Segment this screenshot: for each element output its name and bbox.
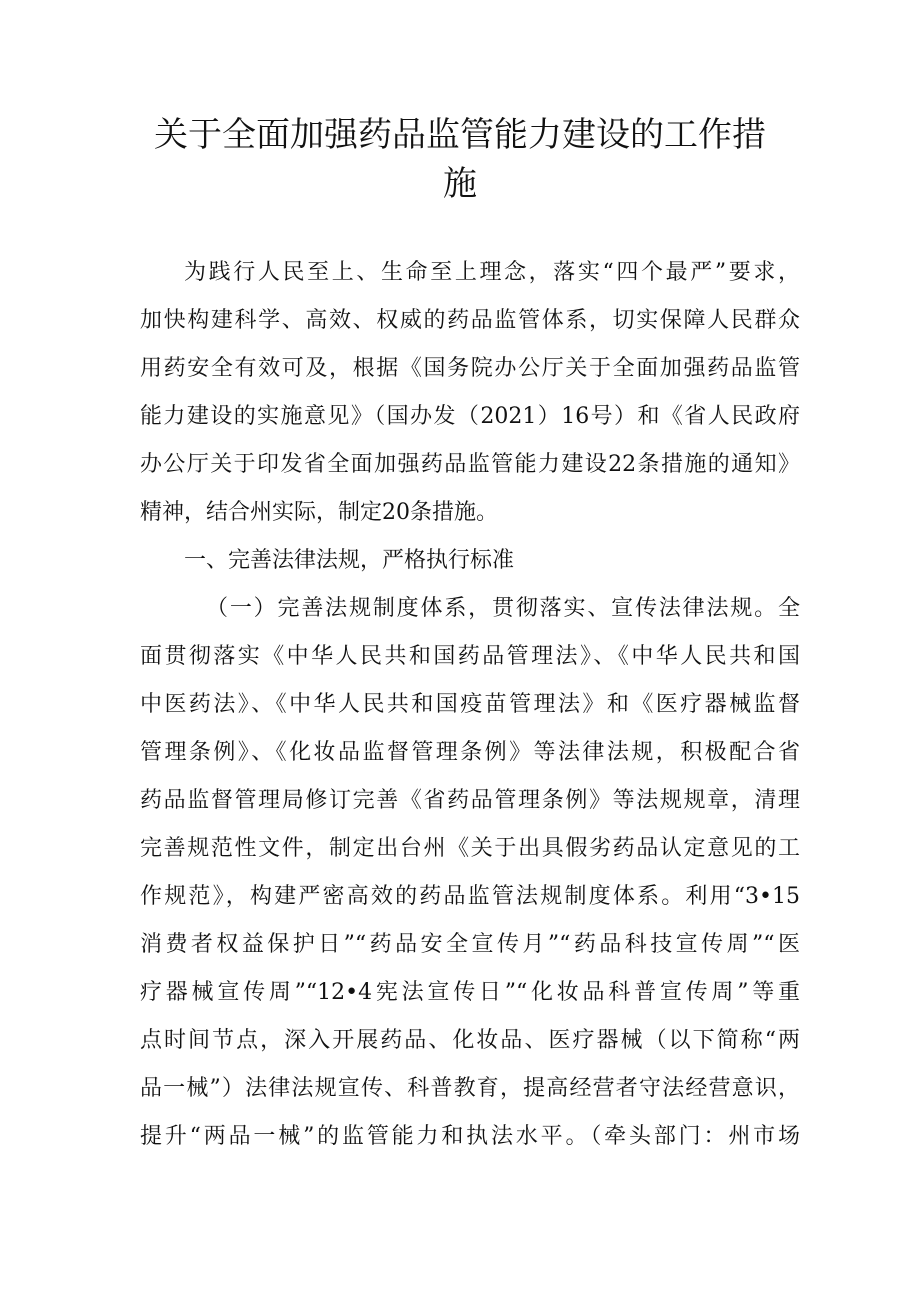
body-line: 管理条例》、《化妆品监督管理条例》等法律法规，积极配合省 xyxy=(140,740,800,765)
body-line: 品一械”）法律法规宣传、科普教育，提高经营者守法经营意识， xyxy=(140,1076,800,1101)
document-title-line-1: 关于全面加强药品监管能力建设的工作措 xyxy=(154,115,766,155)
body-line: 精神，结合州实际，制定20条措施。 xyxy=(140,500,498,525)
body-line: 点时间节点，深入开展药品、化妆品、医疗器械（以下简称“两 xyxy=(140,1028,800,1053)
body-line: 消费者权益保护日”“药品安全宣传月”“药品科技宣传周”“医 xyxy=(140,932,800,957)
body-line: 完善规范性文件，制定出台州《关于出具假劣药品认定意见的工 xyxy=(140,836,800,861)
document-title-line-2: 施 xyxy=(443,164,477,204)
body-line: 能力建设的实施意见》（国办发（2021）16号）和《省人民政府 xyxy=(140,404,800,429)
body-line: 面贯彻落实《中华人民共和国药品管理法》、《中华人民共和国 xyxy=(140,644,800,669)
body-line: 加快构建科学、高效、权威的药品监管体系，切实保障人民群众 xyxy=(140,308,800,333)
body-line: 办公厅关于印发省全面加强药品监管能力建设22条措施的通知》 xyxy=(140,452,800,477)
body-line: 疗器械宣传周”“12•4宪法宣传日”“化妆品科普宣传周”等重 xyxy=(140,980,800,1005)
body-line: 为践行人民至上、生命至上理念，落实“四个最严”要求， xyxy=(184,260,800,285)
subsection-heading-line: （一）完善法规制度体系，贯彻落实、宣传法律法规。全 xyxy=(206,596,800,621)
body-line: 提升“两品一械”的监管能力和执法水平。（牵头部门：州市场 xyxy=(140,1124,800,1149)
body-line: 作规范》，构建严密高效的药品监管法规制度体系。利用“3•15 xyxy=(140,884,800,909)
section-heading: 一、完善法律法规，严格执行标准 xyxy=(184,548,515,573)
body-line: 用药安全有效可及，根据《国务院办公厅关于全面加强药品监管 xyxy=(140,356,800,381)
body-line: 药品监督管理局修订完善《省药品管理条例》等法规规章，清理 xyxy=(140,788,800,813)
body-line: 中医药法》、《中华人民共和国疫苗管理法》和《医疗器械监督 xyxy=(140,692,800,717)
